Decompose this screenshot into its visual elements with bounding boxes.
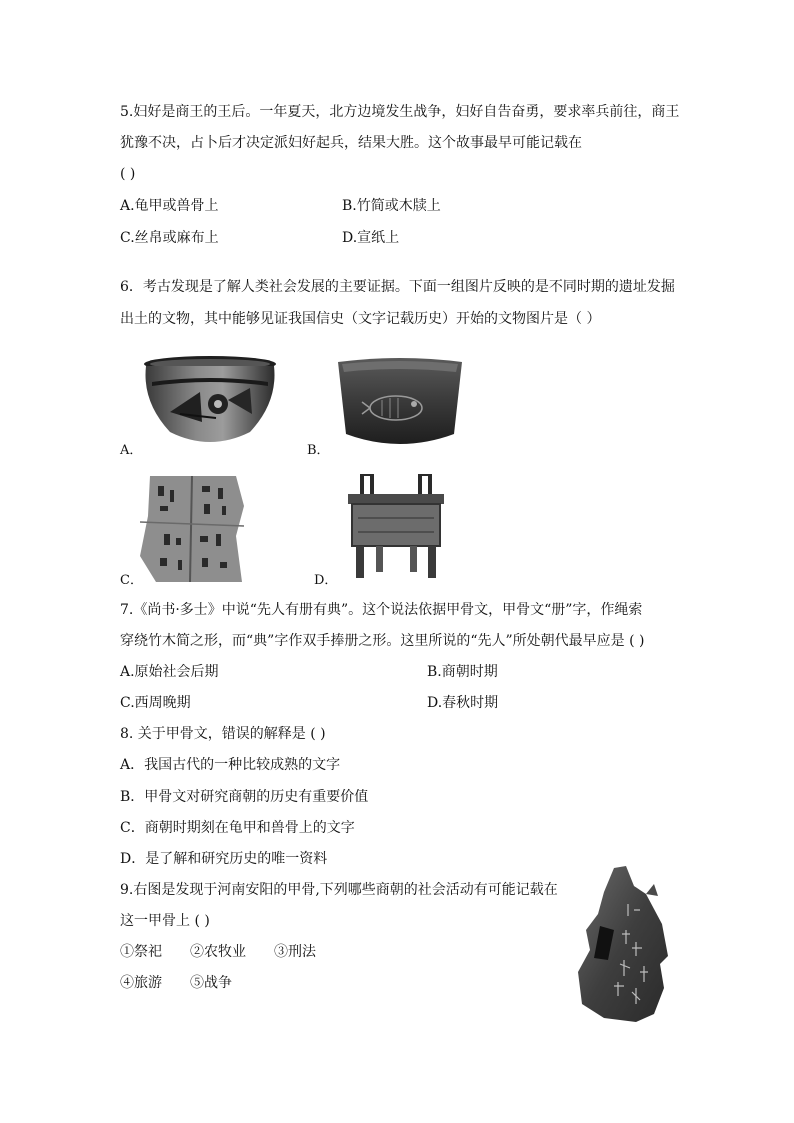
q5-option-a: A.龟甲或兽骨上	[120, 198, 219, 214]
q5-stem-line2: 犹豫不决，占卜后才决定派妇好起兵，结果大胜。这个故事最早可能记载在	[120, 135, 582, 151]
q5-answer-paren: ( )	[120, 166, 136, 182]
q5-option-d: D.宣纸上	[342, 230, 400, 246]
figure-d-label: D．	[314, 573, 338, 588]
figure-d-bronze-ding	[344, 474, 448, 580]
q9-choice-3: ③刑法	[274, 944, 316, 960]
q7-stem-line1: 7.《尚书·多士》中说“先人有册有典”。这个说法依据甲骨文，甲骨文“册”字，作绳索	[120, 602, 643, 618]
q9-stem-line2: 这一甲骨上 ( )	[120, 913, 210, 929]
q5-stem-line1: 5.妇好是商王的王后。一年夏天，北方边境发生战争，妇好自告奋勇，要求率兵前往，商王	[120, 104, 680, 120]
q7-option-b: B.商朝时期	[427, 664, 498, 680]
q9-choice-4: ④旅游	[120, 975, 162, 991]
q9-choice-1: ①祭祀	[120, 944, 162, 960]
q5-option-b: B.竹简或木牍上	[342, 198, 441, 214]
q8-option-b: B．甲骨文对研究商朝的历史有重要价值	[120, 789, 369, 805]
q8-option-a: A．我国古代的一种比较成熟的文字	[120, 757, 341, 773]
figure-b-carved-bowl	[334, 356, 466, 452]
q7-option-a: A.原始社会后期	[120, 664, 219, 680]
q9-oracle-bone-image	[574, 864, 670, 1024]
q8-option-d: D．是了解和研究历史的唯一资料	[120, 851, 328, 867]
q9-stem-line1: 9.右图是发现于河南安阳的甲骨,下列哪些商朝的社会活动有可能记载在	[120, 882, 558, 898]
figure-a-painted-pottery-basin	[140, 352, 280, 452]
q8-stem: 8. 关于甲骨文，错误的解释是 ( )	[120, 726, 326, 742]
q7-option-d: D.春秋时期	[427, 695, 499, 711]
q6-stem-line1: 6．考古发现是了解人类社会发展的主要证据。下面一组图片反映的是不同时期的遗址发掘	[120, 279, 675, 295]
figure-a-label: A．	[120, 443, 143, 458]
q8-option-c: C．商朝时期刻在龟甲和兽骨上的文字	[120, 820, 355, 836]
q5-option-c: C.丝帛或麻布上	[120, 230, 219, 246]
figure-c-label: C．	[120, 573, 143, 588]
q7-option-c: C.西周晚期	[120, 695, 191, 711]
figure-c-oracle-bone-rubbing	[140, 476, 244, 582]
q9-choice-5: ⑤战争	[190, 975, 232, 991]
q9-choice-2: ②农牧业	[190, 944, 246, 960]
q7-stem-line2: 穿绕竹木简之形，而“典”字作双手捧册之形。这里所说的“先人”所处朝代最早应是 ( )	[120, 633, 645, 649]
figure-b-label: B．	[307, 443, 330, 458]
q6-stem-line2: 出土的文物，其中能够见证我国信史（文字记载历史）开始的文物图片是（ ）	[120, 311, 601, 327]
